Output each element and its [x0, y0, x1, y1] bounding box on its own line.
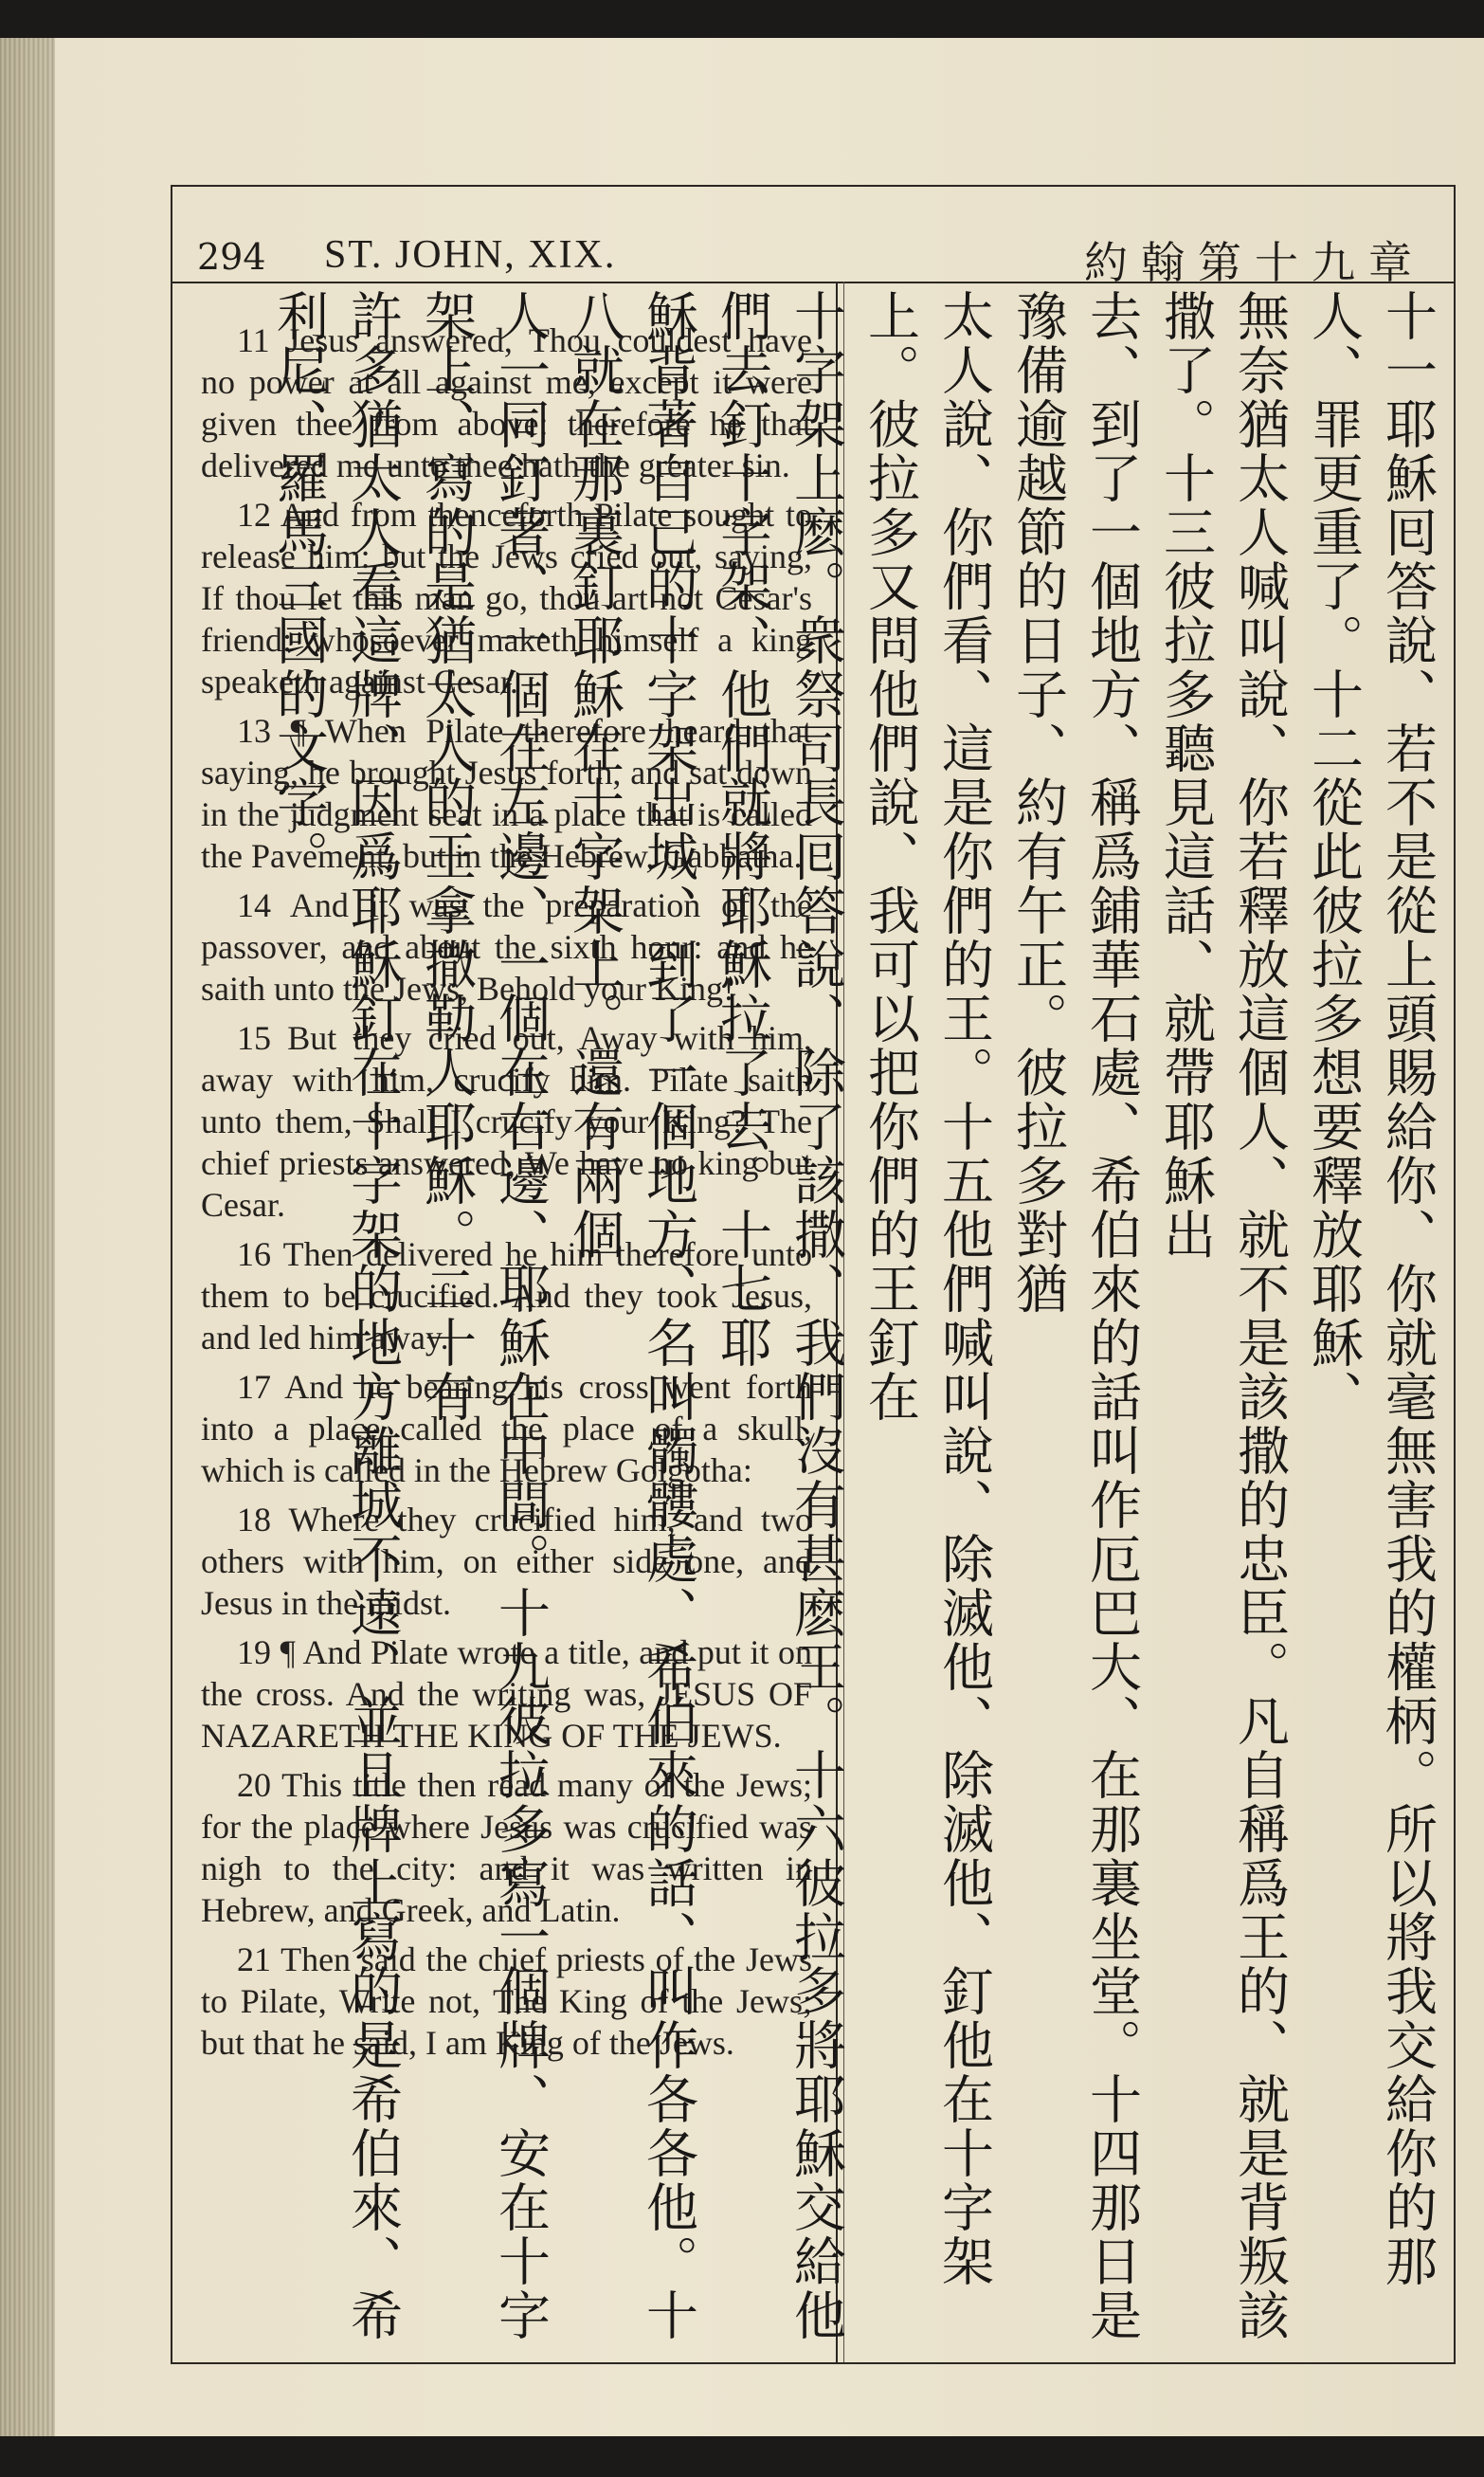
chinese-line-2: 無奈猶太人喊叫說、你若釋放這個人、就不是該撒的忠臣。凡自稱爲王的、就是背叛該撒了。十三彼拉多聽見這話、就帶耶穌出 — [1155, 289, 1290, 2342]
verse-number: 17 — [237, 1368, 271, 1406]
page-number: 294 — [197, 236, 266, 278]
chinese-line-4: 太人說、你們看、這是你們的王。十五他們喊叫說、除滅他、除滅他、釘他在十字架上。彼拉多又問他們說、我可以把你們的王釘在 — [860, 289, 994, 2288]
verse-number: 20 — [237, 1766, 271, 1804]
text-frame — [171, 185, 1456, 2364]
verse-text: Then said the chief priests of the Jews to Pilate, Write not, The King of the Jews; but that he said, I am King of the Jews. — [201, 1940, 812, 2062]
verse-text: ¶ When Pilate therefore heard that saying, he brought Jesus forth, and sat down in the judgment seat in a place that is called the Pavement, but in the Hebrew, Gabbatha. — [201, 712, 812, 875]
verse-text: ¶ And Pilate wrote a title, and put it on the cross. And the writing was, JESUS OF NAZARETH THE KING OF THE JEWS. — [201, 1633, 812, 1755]
page-spine — [0, 38, 55, 2436]
verse-number: 19 — [237, 1633, 271, 1671]
chinese-line-6: 穌背著自己的十字架出城、到了一個地方、名叫髑髏處、希伯來的話、叫作各各他。十八就在那裏釘耶穌在十字架上。還有兩個 — [564, 289, 698, 2342]
chinese-line-7: 人一同釘著、一個在左邊、一個在右邊、耶穌在中間。十九彼拉多寫一個牌、安在十字架上、寫的是猶太人的王拿撒勒人耶穌。二十有 — [416, 289, 551, 2342]
chinese-line-5: 十字架上麽。衆祭司長囘答說、除了該撒、我們沒有甚麽王。十六彼拉多將耶穌交給他們去釘十字架、他們就將耶穌拉了去。十七耶 — [712, 289, 846, 2342]
verse-text: Jesus answered, Thou couldest have no power at all against me, except it were given thee from above: therefore he that delivered me unto thee hath the greater sin. — [201, 321, 812, 484]
verse-number: 18 — [237, 1501, 271, 1539]
page-header — [172, 187, 1454, 288]
verse-number: 21 — [237, 1940, 271, 1978]
verse-text: Where they crucified him, and two others with him, on either side one, and Jesus in the midst. — [201, 1501, 812, 1622]
verse-text: This title then read many of the Jews; for the place where Jesus was crucified was nigh to the city: and it was written in Hebrew, and Greek, and Latin. — [201, 1766, 812, 1929]
book-page — [0, 38, 1484, 2436]
verse-number: 11 — [237, 321, 270, 359]
verse-number: 16 — [237, 1235, 271, 1273]
verse-number: 12 — [237, 496, 271, 534]
verse-text: But they cried out, Away with him, away with him, crucify him. Pilate saith unto them, Shall I crucify your King? The chief priests answered, We have no king but Cesar. — [201, 1019, 813, 1224]
verse-number: 15 — [237, 1019, 271, 1057]
verse-text: And from thenceforth Pilate sought to release him: but the Jews cried out, saying, If thou let this man go, thou art not Cesar's friend: whosoever maketh himself a king speaketh against Cesar. — [201, 496, 813, 701]
verse-text: And he bearing his cross went forth into a place called the place of a skull, which is called in the Hebrew Golgotha: — [201, 1368, 812, 1489]
chinese-line-1: 十一耶穌囘答說、若不是從上頭賜給你、你就毫無害我的權柄。所以將我交給你的那人、罪更重了。十二從此彼拉多想要釋放耶穌、 — [1303, 289, 1438, 2288]
chinese-line-3: 去、到了一個地方、稱爲鋪華石處、希伯來的話叫作厄巴大、在那裏坐堂。十四那日是豫備逾越節的日子、約有午正。彼拉多對猶 — [1007, 289, 1142, 2342]
verse-number: 14 — [237, 886, 271, 924]
chinese-line-8: 許多猶太人看這牌、因爲耶穌釘在十字架的地方離城不遠、並且牌上寫的是希伯來、希利尼、羅馬三國的文字。 — [268, 289, 403, 2342]
verse-text: Then delivered he him therefore unto them to be crucified. And they took Jesus, and led him away. — [201, 1235, 812, 1357]
chinese-running-head: 約翰第十九章 — [1084, 237, 1425, 288]
running-head: ST. JOHN, XIX. — [324, 233, 617, 277]
verse-number: 13 — [237, 712, 271, 750]
verse-text: And it was the preparation of the passover, and about the sixth hour: and he saith unto the Jews, Behold your King! — [201, 886, 812, 1008]
